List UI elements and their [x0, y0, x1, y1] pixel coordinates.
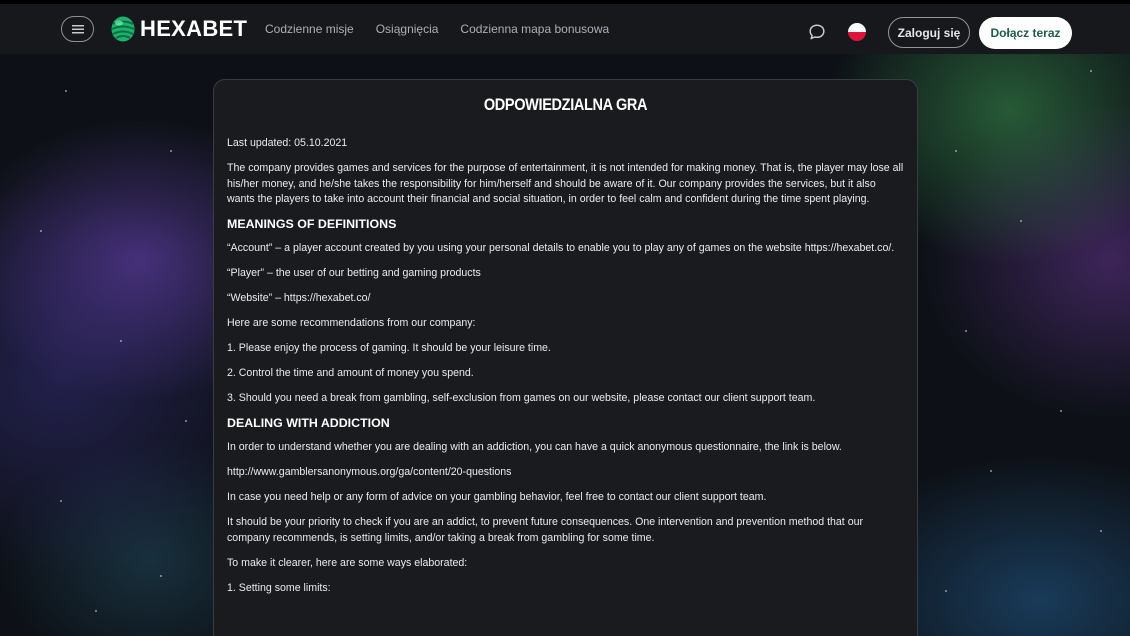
recommendations-intro: Here are some recommendations from our company: — [227, 317, 476, 330]
definition-account: “Account” – a player account created by you using your personal details to enable you to play any of games on the website https://hexabet.co/. — [227, 242, 895, 255]
hexabet-logo-icon — [110, 15, 136, 43]
definition-player: “Player” – the user of our betting and gaming products — [227, 267, 481, 280]
menu-button[interactable] — [61, 16, 94, 42]
chat-button[interactable] — [808, 23, 826, 46]
clearer-paragraph: To make it clearer, here are some ways elaborated: — [227, 556, 468, 569]
hamburger-icon — [72, 24, 84, 34]
last-updated: Last updated: 05.10.2021 — [227, 137, 348, 149]
recommendation-2: 2. Control the time and amount of money you spend. — [227, 367, 474, 380]
addiction-intro: In order to understand whether you are dealing with an addiction, you can have a quick anonymous questionnaire, the link is below. — [227, 441, 842, 454]
questionnaire-link[interactable]: http://www.gamblersanonymous.org/ga/content/20-questions — [227, 466, 512, 479]
limits-item: 1. Setting some limits: — [227, 581, 331, 594]
main-nav — [265, 22, 609, 36]
priority-paragraph: It should be your priority to check if you are an addict, to prevent future consequences. One intervention and prevention method that our company recommends, is setting limits, and/or taking a break from gambling for some time. — [227, 516, 864, 544]
join-now-button[interactable]: Dołącz teraz — [979, 17, 1072, 49]
recommendation-1: 1. Please enjoy the process of gaming. It should be your leisure time. — [227, 342, 551, 355]
definitions-heading: MEANINGS OF DEFINITIONS — [227, 217, 397, 232]
top-header — [0, 0, 1130, 54]
nav-daily-bonus-map[interactable]: Codzienna mapa bonusowa — [460, 22, 610, 36]
brand-name: HEXABET — [140, 16, 248, 41]
chat-bubble-icon — [808, 23, 826, 41]
hexabet-logo[interactable] — [110, 15, 247, 43]
nav-achievements[interactable]: Osiągnięcia — [375, 22, 439, 36]
addiction-heading: DEALING WITH ADDICTION — [227, 416, 390, 431]
language-selector[interactable] — [848, 23, 866, 41]
help-paragraph: In case you need help or any form of advice on your gambling behavior, feel free to contact our client support team. — [227, 491, 767, 504]
intro-paragraph: The company provides games and services for the purpose of entertainment, it is not intended for making money. That is, the player may lose all his/her money, and he/she takes the responsibility for him/herself and should be aware of it. Our company provides the services, but it also wants the players to take into account their financial and social situation, in order to feel calm and confident during the time spent playing. — [227, 161, 904, 206]
login-button[interactable]: Zaloguj się — [888, 17, 970, 48]
recommendation-3: 3. Should you need a break from gambling, self-exclusion from games on our website, please contact our client support team. — [227, 392, 816, 405]
definition-website: “Website” – https://hexabet.co/ — [227, 292, 371, 305]
nav-daily-missions[interactable]: Codzienne misje — [265, 22, 354, 36]
page-title: ODPOWIEDZIALNA GRA — [483, 96, 648, 114]
responsible-gaming-panel — [213, 79, 918, 636]
